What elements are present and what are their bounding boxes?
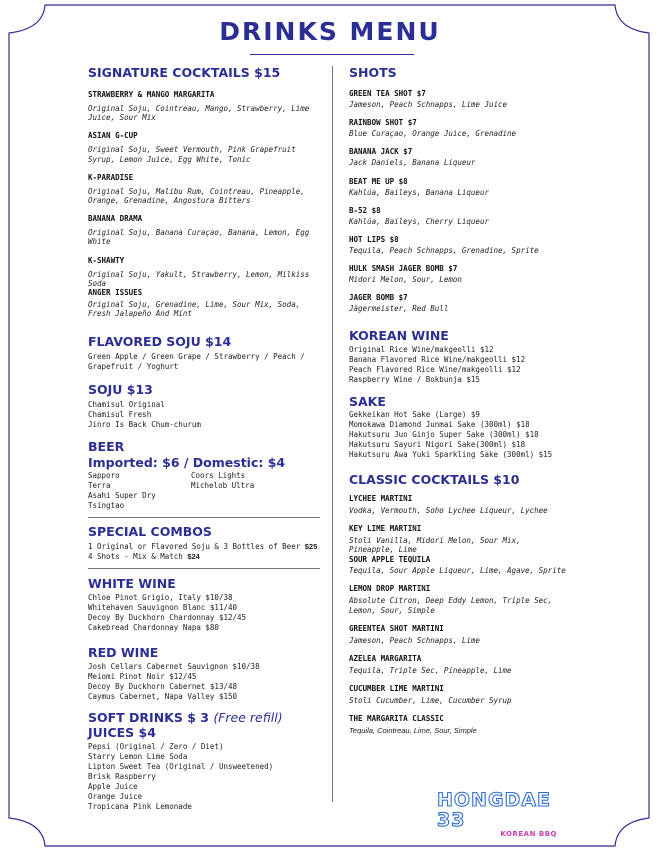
list-item: Decoy By Duckhorn Cabernet $13/48	[88, 682, 238, 692]
left-column	[88, 65, 324, 812]
list-item: Chamisul Fresh	[88, 410, 152, 420]
item-desc: Original Soju, Cointreau, Mango, Strawberry, Lime Juice, Sour Mix	[88, 104, 310, 123]
list-item: Chamisul Original	[88, 400, 165, 410]
beer-heading: BEER	[88, 439, 125, 455]
item-name: BANANA JACK $7	[349, 147, 413, 157]
list-item: Momokawa Diamond Junmai Sake (300ml) $18	[349, 419, 530, 429]
item-desc: Jameson, Peach Schnapps, Lime	[349, 635, 480, 645]
combo-text: 4 Shots - Mix & Match	[88, 552, 183, 562]
logo-wordmark: HONGDAE 33	[437, 789, 552, 831]
list-item: Raspberry Wine / Bokbunja $15	[349, 374, 480, 384]
red-wine-list	[88, 662, 324, 702]
menu-item	[349, 264, 589, 284]
signature-heading: SIGNATURE COCKTAILS $15	[88, 65, 281, 80]
white-wine-list	[88, 593, 324, 633]
item-name: BANANA DRAMA	[88, 214, 143, 224]
list-item	[88, 542, 324, 552]
item-desc: Kahlúa, Baileys, Cherry Liqueur	[349, 216, 489, 226]
list-item: Apple Juice	[88, 782, 138, 792]
item-name: ASIAN G-CUP	[88, 131, 138, 141]
item-desc: Vodka, Vermouth, Soho Lychee Liqueur, Lychee	[349, 505, 548, 515]
item-desc: Original Soju, Banana Curaçao, Banana, Lemon, Egg White	[88, 228, 310, 247]
classic-cocktails-heading: CLASSIC COCKTAILS $10	[349, 471, 520, 487]
item-desc: Kahlúa, Baileys, Banana Liqueur	[349, 187, 489, 197]
item-name: STRAWBERRY & MANGO MARGARITA	[88, 90, 215, 99]
list-item: Banana Flavored Rice Wine/makgeolli $12	[349, 354, 526, 364]
item-name: BEAT ME UP $8	[349, 176, 408, 186]
list-item: Original Rice Wine/makgeolli $12	[349, 344, 494, 354]
free-refill-note: (Free refill)	[213, 710, 283, 726]
list-item	[88, 552, 324, 562]
section-divider	[88, 517, 320, 518]
item-desc: Original Soju, Sweet Vermouth, Pink Grapefruit Syrup, Lemon Juice, Egg White, Tonic	[88, 145, 296, 164]
red-wine-heading: RED WINE	[88, 645, 159, 661]
logo-tagline: KOREAN BBQ	[500, 830, 557, 838]
combo-price: $24	[187, 552, 200, 562]
page-title: DRINKS MENU	[219, 17, 441, 46]
list-item: Orange Juice	[88, 792, 143, 802]
menu-item	[349, 118, 589, 138]
list-item: Josh Cellars Cabernet Sauvignon $10/38	[88, 662, 260, 672]
list-item: Sapporo	[88, 471, 120, 481]
item-name: AZELEA MARGARITA	[349, 654, 422, 664]
soju-heading: SOJU $13	[88, 382, 153, 398]
menu-item	[349, 293, 589, 313]
menu-item	[88, 90, 324, 122]
flavored-soju-list: Green Apple / Green Grape / Strawberry / Peach / Grapefruit / Yoghurt	[88, 352, 305, 372]
beer-subheading: Imported: $6 / Domestic: $4	[88, 455, 286, 471]
list-item: Whitehaven Sauvignon Blanc $11/40	[88, 603, 238, 613]
list-item: Coors Lights	[191, 471, 246, 481]
menu-item	[349, 584, 589, 614]
item-name: CUCUMBER LIME MARTINI	[349, 684, 444, 694]
list-item: Cakebread Chardonnay Napa $80	[88, 623, 219, 633]
menu-item	[349, 624, 589, 645]
combo-price: $25	[304, 542, 318, 552]
item-name: HULK SMASH JAGER BOMB $7	[349, 264, 458, 274]
korean-wine-list	[349, 345, 589, 385]
menu-item	[88, 173, 324, 205]
item-desc: Tequila, Sour Apple Liqueur, Lime, Agave, Sprite	[349, 566, 566, 576]
right-column	[349, 65, 589, 736]
domestic-beers	[191, 471, 254, 511]
list-item: Starry Lemon Lime Soda	[88, 752, 188, 762]
list-item: Chloe Pinot Grigio, Italy $10/38	[88, 593, 233, 603]
item-desc: Stoli Vanilla, Midori Melon, Sour Mix, Pineapple, Lime	[349, 535, 521, 555]
item-name: RAINBOW SHOT $7	[349, 118, 417, 128]
menu-item	[88, 214, 324, 246]
shots-heading: SHOTS	[349, 65, 397, 80]
item-desc: Original Soju, Malibu Rum, Cointreau, Pineapple, Orange, Grenadine, Angostura Bitters	[88, 186, 305, 206]
menu-item	[88, 288, 324, 318]
list-item: Gekkeikan Hot Sake (Large) $9	[349, 409, 480, 419]
menu-item	[349, 494, 589, 515]
section-divider	[88, 568, 320, 569]
item-name: K-PARADISE	[88, 172, 134, 182]
menu-item	[88, 131, 324, 163]
item-desc: Original Soju, Grenadine, Lime, Sour Mix, Soda, Fresh Jalapeño And Mint	[88, 300, 301, 319]
restaurant-logo	[437, 790, 567, 838]
soft-drinks-heading	[88, 710, 324, 725]
item-desc: Tequila, Cointreau, Lime, Sour, Simple	[349, 726, 477, 736]
list-item: Tsingtao	[88, 501, 125, 511]
column-divider	[332, 66, 333, 802]
korean-wine-heading: KOREAN WINE	[349, 327, 449, 343]
list-item: Jinro Is Back Chum-churum	[88, 420, 201, 430]
item-desc: Blue Curaçao, Orange Juice, Grenadine	[349, 129, 517, 139]
list-item: Pepsi (Original / Zero / Diet)	[88, 742, 224, 752]
item-name: SOUR APPLE TEQUILA	[349, 555, 431, 565]
item-desc: Tequila, Triple Sec, Pineapple, Lime	[349, 666, 512, 676]
menu-item	[349, 177, 589, 197]
item-desc: Jack Daniels, Banana Liqueur	[349, 158, 476, 168]
item-name: K-SHAWTY	[88, 255, 125, 265]
sake-list	[349, 410, 589, 460]
menu-item	[349, 235, 589, 255]
list-item: Hakutsuru Sayuri Nigori Sake(300ml) $18	[349, 439, 526, 449]
list-item: Hakutsuru Jun Ginjo Super Sake (300ml) $18	[349, 429, 539, 439]
item-name: GREEN TEA SHOT $7	[349, 89, 426, 98]
item-name: HOT LIPS $8	[349, 235, 399, 245]
item-name: LYCHEE MARTINI	[349, 493, 413, 503]
list-item: Brisk Raspberry	[88, 772, 156, 782]
special-combos-heading: SPECIAL COMBOS	[88, 524, 212, 540]
imported-beers	[88, 471, 191, 511]
menu-item	[349, 147, 589, 167]
menu-item	[349, 524, 589, 554]
item-name: LEMON DROP MARTINI	[349, 584, 431, 594]
sake-heading: SAKE	[349, 393, 386, 409]
soft-drinks-list	[88, 742, 324, 812]
list-item: Caymus Cabernet, Napa Valley $150	[88, 692, 238, 702]
menu-item	[349, 714, 589, 735]
list-item: Michelob Ultra	[191, 481, 255, 491]
beer-list	[88, 471, 324, 511]
list-item: Terra	[88, 481, 111, 491]
item-name: ANGER ISSUES	[88, 288, 143, 298]
item-desc: Original Soju, Yakult, Strawberry, Lemon, Milkiss Soda	[88, 269, 310, 288]
list-item: Asahi Super Dry	[88, 491, 156, 501]
list-item: Decoy By Duckhorn Chardonnay $12/45	[88, 613, 247, 623]
combos-list	[88, 542, 324, 562]
menu-item	[88, 256, 324, 288]
menu-item	[349, 654, 589, 675]
list-item: Hakutsuru Awa Yuki Sparkling Sake (300ml) $15	[349, 449, 553, 459]
list-item: Tropicana Pink Lemonade	[88, 802, 192, 812]
item-desc: Jameson, Peach Schnapps, Lime Juice	[349, 100, 508, 109]
menu-item	[349, 555, 589, 575]
item-desc: Tequila, Peach Schnapps, Grenadine, Sprite	[349, 246, 539, 256]
item-name: THE MARGARITA CLASSIC	[349, 714, 444, 724]
menu-item	[349, 684, 589, 705]
white-wine-heading: WHITE WINE	[88, 576, 176, 592]
soju-list	[88, 400, 324, 430]
menu-item	[349, 89, 589, 109]
item-name: GREENTEA SHOT MARTINI	[349, 623, 444, 633]
title-underline	[250, 54, 414, 55]
list-item: Peach Flavored Rice Wine/makgeolli $12	[349, 364, 521, 374]
list-item: Lipton Sweet Tea (Original / Unsweetened)	[88, 762, 274, 772]
juices-heading: JUICES $4	[88, 725, 156, 741]
item-desc: Stoli Cucumber, Lime, Cucumber Syrup	[349, 696, 512, 706]
item-name: KEY LIME MARTINI	[349, 523, 422, 533]
item-desc: Absolute Citron, Deep Eddy Lemon, Triple Sec, Lemon, Sour, Simple	[349, 596, 553, 615]
menu-item	[349, 206, 589, 226]
item-name: JAGER BOMB $7	[349, 293, 408, 303]
item-desc: Jägermeister, Red Bull	[349, 304, 449, 314]
item-name: B-52 $8	[349, 205, 381, 215]
list-item: Meiomi Pinot Noir $12/45	[88, 672, 197, 682]
combo-text: 1 Original or Flavored Soju & 3 Bottles of Beer	[88, 542, 301, 552]
item-desc: Midori Melon, Sour, Lemon	[349, 275, 462, 285]
soft-drinks-title: SOFT DRINKS $ 3	[88, 710, 209, 726]
flavored-soju-heading: FLAVORED SOJU $14	[88, 334, 232, 350]
